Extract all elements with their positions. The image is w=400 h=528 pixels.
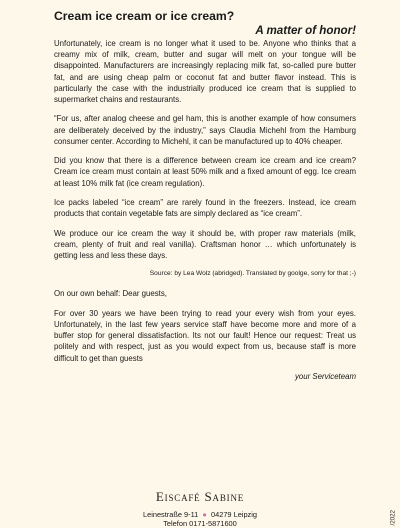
article-title: Cream ice cream or ice cream? [54, 9, 235, 23]
paragraph-ice-packs: Ice packs labeled “ice cream” are rarely found in the freezers. Instead, ice cream products that contain vegetable fats are simply declared as “ice cream”. [54, 198, 356, 219]
year-mark: /2022 [389, 510, 396, 526]
brand-logo: Eiscafé Sabine [155, 489, 245, 504]
address-city: 04279 Leipzig [210, 510, 258, 519]
phone-number: Telefon 0171-5871600 [163, 519, 237, 528]
source-note: Source: by Lea Wolz (abridged). Translated by goolge, sorry for that ;-) [149, 270, 356, 278]
paragraph-quote: “For us, after analog cheese and gel ham, this is another example of how consumers are deliberately deceived by the industry,” says Claudia Michehl from the Hamburg consumer center. According to Michehl, it can be manufactured up to 40% cheaper. [54, 114, 356, 146]
address-street: Leinestraße 9-11 [142, 510, 199, 519]
behalf-body: For over 30 years we have been trying to read your every wish from your eyes. Unfortunately, in the last few years service staff have become more and more of a buffer stop for general dissatisfaction. Its not our fault! Hence our request: Treat us politely and with respect, just as you would expect from us, because staff is more difficult to get than guests [54, 308, 356, 363]
signature: your Serviceteam [294, 371, 356, 381]
behalf-greeting: On our own behalf: Dear guests, [54, 289, 167, 299]
paragraph-our-ice-cream: We produce our ice cream the way it should be, with proper raw materials (milk, cream, plenty of fruit and real vanilla). Craftsman honor … which unfortunately is getting less and less these days. [54, 228, 356, 260]
article [54, 8, 356, 382]
footer [0, 488, 400, 528]
article-subtitle: A matter of honor! [255, 24, 356, 37]
separator-dot-icon: ● [202, 510, 207, 519]
address [0, 510, 400, 519]
paragraph-difference: Did you know that there is a difference between cream ice cream and ice cream? Cream ice cream must contain at least 50% milk and a fixed amount of egg. Ice cream at least 10% milk fat (ice cream regulation). [54, 156, 356, 188]
paragraph-intro: Unfortunately, ice cream is no longer what it used to be. Anyone who thinks that a creamy mix of milk, cream, butter and sugar will melt on your tongue will be disappointed. Manufacturers are increasingly replacing milk fat, so-called pure butter fat, and are using cheap palm or coconut fat and butter flavor instead. This is particularly the case with the industrially produced ice cream that is supplied to supermarket chains and restaurants. [54, 39, 356, 105]
